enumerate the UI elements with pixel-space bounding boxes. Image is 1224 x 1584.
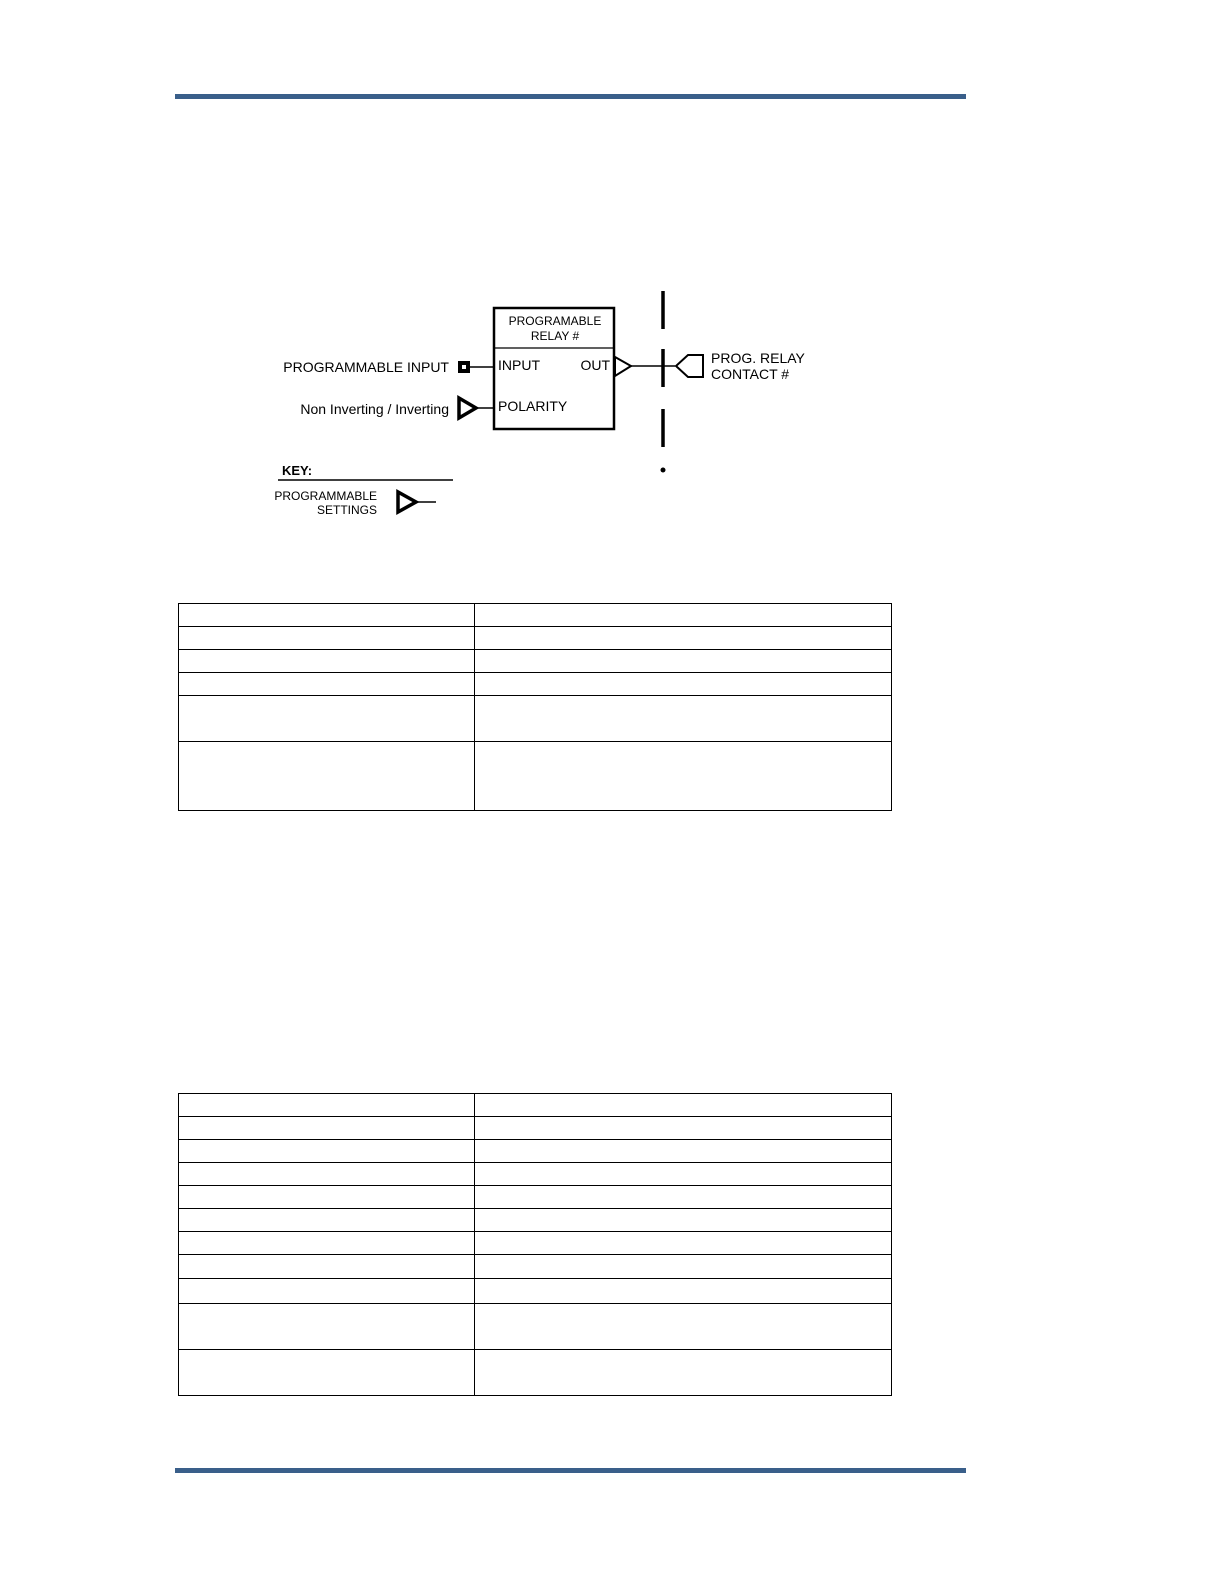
programmable-input-label: PROGRAMMABLE INPUT [283,359,449,375]
table-cell-value [475,673,892,696]
table-row [179,1117,892,1140]
table-row [179,742,892,811]
table-row [179,1094,892,1117]
table-cell-label [179,1232,475,1255]
table-cell-value [475,1140,892,1163]
table-cell-label [179,1117,475,1140]
polarity-label: Non Inverting / Inverting [300,401,449,417]
table-cell-label [179,1094,475,1117]
table-cell-label [179,650,475,673]
contact-label-line2: CONTACT # [711,366,790,382]
programmable-relay-diagram [0,0,1224,560]
table-cell-value [475,1279,892,1304]
table-row [179,627,892,650]
parameter-table-2 [178,1093,892,1396]
key-title: KEY: [282,463,313,478]
table-row [179,1279,892,1304]
block-title-line1: PROGRAMABLE [508,314,602,328]
table-cell-label [179,1304,475,1350]
table-row [179,604,892,627]
table-cell-value [475,604,892,627]
parameter-table-1 [178,603,892,811]
table-cell-value [475,1350,892,1396]
table-cell-value [475,627,892,650]
table-row [179,1209,892,1232]
table-row [179,673,892,696]
table-row [179,1350,892,1396]
polarity-setting-icon [459,398,476,418]
table-cell-value [475,1186,892,1209]
table-cell-label [179,1279,475,1304]
table-cell-value [475,1232,892,1255]
table-row [179,1140,892,1163]
table-cell-value [475,742,892,811]
table-cell-label [179,1209,475,1232]
table-cell-label [179,1255,475,1279]
table-row [179,1304,892,1350]
table-cell-label [179,673,475,696]
table-cell-value [475,650,892,673]
table-cell-value [475,1117,892,1140]
key-setting-line2: SETTINGS [316,503,377,517]
output-port-label: OUT [580,357,610,373]
table-cell-label [179,627,475,650]
table-cell-value [475,1094,892,1117]
table-cell-label [179,1350,475,1396]
table-row [179,1232,892,1255]
table-cell-value [475,1209,892,1232]
table-row [179,1186,892,1209]
key-setting-line1: PROGRAMMABLE [274,489,377,503]
table-cell-label [179,1186,475,1209]
table-cell-label [179,696,475,742]
table-cell-label [179,742,475,811]
table-cell-value [475,1163,892,1186]
table-cell-value [475,1304,892,1350]
table-cell-label [179,1140,475,1163]
key-setting-icon [398,492,416,512]
table-1-body [179,604,892,811]
table-row [179,696,892,742]
table-row [179,1163,892,1186]
table-cell-label [179,604,475,627]
input-port-label: INPUT [498,357,540,373]
contact-label-line1: PROG. RELAY [711,350,805,366]
output-arrow-icon [615,357,631,376]
table-row [179,1255,892,1279]
table-2-body [179,1094,892,1396]
separator-dot [661,468,666,473]
block-title-line2: RELAY # [530,329,580,343]
table-cell-value [475,696,892,742]
polarity-port-label: POLARITY [498,398,568,414]
footer-rule [175,1468,966,1473]
table-row [179,650,892,673]
table-cell-value [475,1255,892,1279]
table-cell-label [179,1163,475,1186]
relay-contact-icon [676,355,703,377]
